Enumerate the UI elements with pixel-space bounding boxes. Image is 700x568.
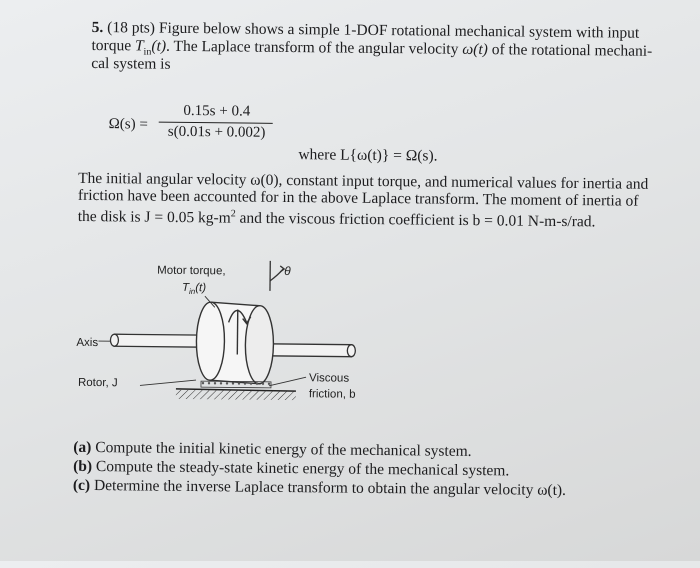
angle-theta-marker bbox=[270, 261, 284, 291]
intro-text-1: Figure below shows a simple 1-DOF rotational mechanical system with input bbox=[159, 20, 640, 42]
rotor-disk bbox=[196, 302, 274, 384]
theta-label: θ bbox=[284, 264, 291, 278]
equation-lhs: Ω(s) = bbox=[109, 116, 159, 134]
right-shaft bbox=[266, 344, 355, 357]
friction-label: friction, b bbox=[309, 388, 356, 400]
torque-symbol: T bbox=[135, 37, 144, 54]
friction-value: b = 0.01 N-m-s/rad. bbox=[473, 212, 596, 230]
torque-input-label: $T_{in}(t)$ bbox=[182, 282, 206, 296]
axis-label: Axis bbox=[76, 337, 98, 349]
problem-intro-line-3: cal system is bbox=[91, 55, 170, 73]
rotor-label: Rotor, J bbox=[78, 377, 118, 389]
ground-support bbox=[176, 389, 296, 400]
given-line-3: the disk is J = 0.05 $kg-m^2$ and the viscous friction coefficient is b = 0.01 N-m-s/rad. bbox=[78, 204, 596, 231]
equation-denominator: s(0.01s + 0.002) bbox=[147, 124, 287, 142]
equation-numerator: 0.15s + 0.4 bbox=[157, 103, 277, 121]
problem-intro-line-2: torque $T_{in}(t)$. The Laplace transform of the angular velocity ω(t) of the rotational mechani- bbox=[91, 37, 652, 66]
laplace-definition: where L{ω(t)} = Ω(s). bbox=[298, 146, 437, 164]
omega-symbol: ω(t) bbox=[462, 41, 488, 58]
viscous-fluid bbox=[201, 381, 271, 388]
given-line-1: The initial angular velocity ω(0), constant input torque, and numerical values for inertia and bbox=[78, 170, 648, 193]
inertia-value: J = 0.05 kg-m bbox=[144, 209, 230, 227]
problem-points: (18 pts) bbox=[107, 19, 155, 36]
question-b: (b) Compute the steady-state kinetic energy of the mechanical system. bbox=[73, 458, 509, 480]
motor-torque-label: Motor torque, bbox=[157, 265, 226, 278]
given-line-2: friction have been accounted for in the above Laplace transform. The moment of inertia of bbox=[78, 187, 639, 210]
viscous-label: Viscous bbox=[309, 372, 349, 384]
question-a: (a) Compute the initial kinetic energy of the mechanical system. bbox=[73, 439, 471, 460]
problem-number: 5. bbox=[92, 19, 104, 36]
question-c: (c) Determine the inverse Laplace transform to obtain the angular velocity ω(t). bbox=[73, 477, 566, 499]
left-shaft bbox=[110, 334, 204, 347]
